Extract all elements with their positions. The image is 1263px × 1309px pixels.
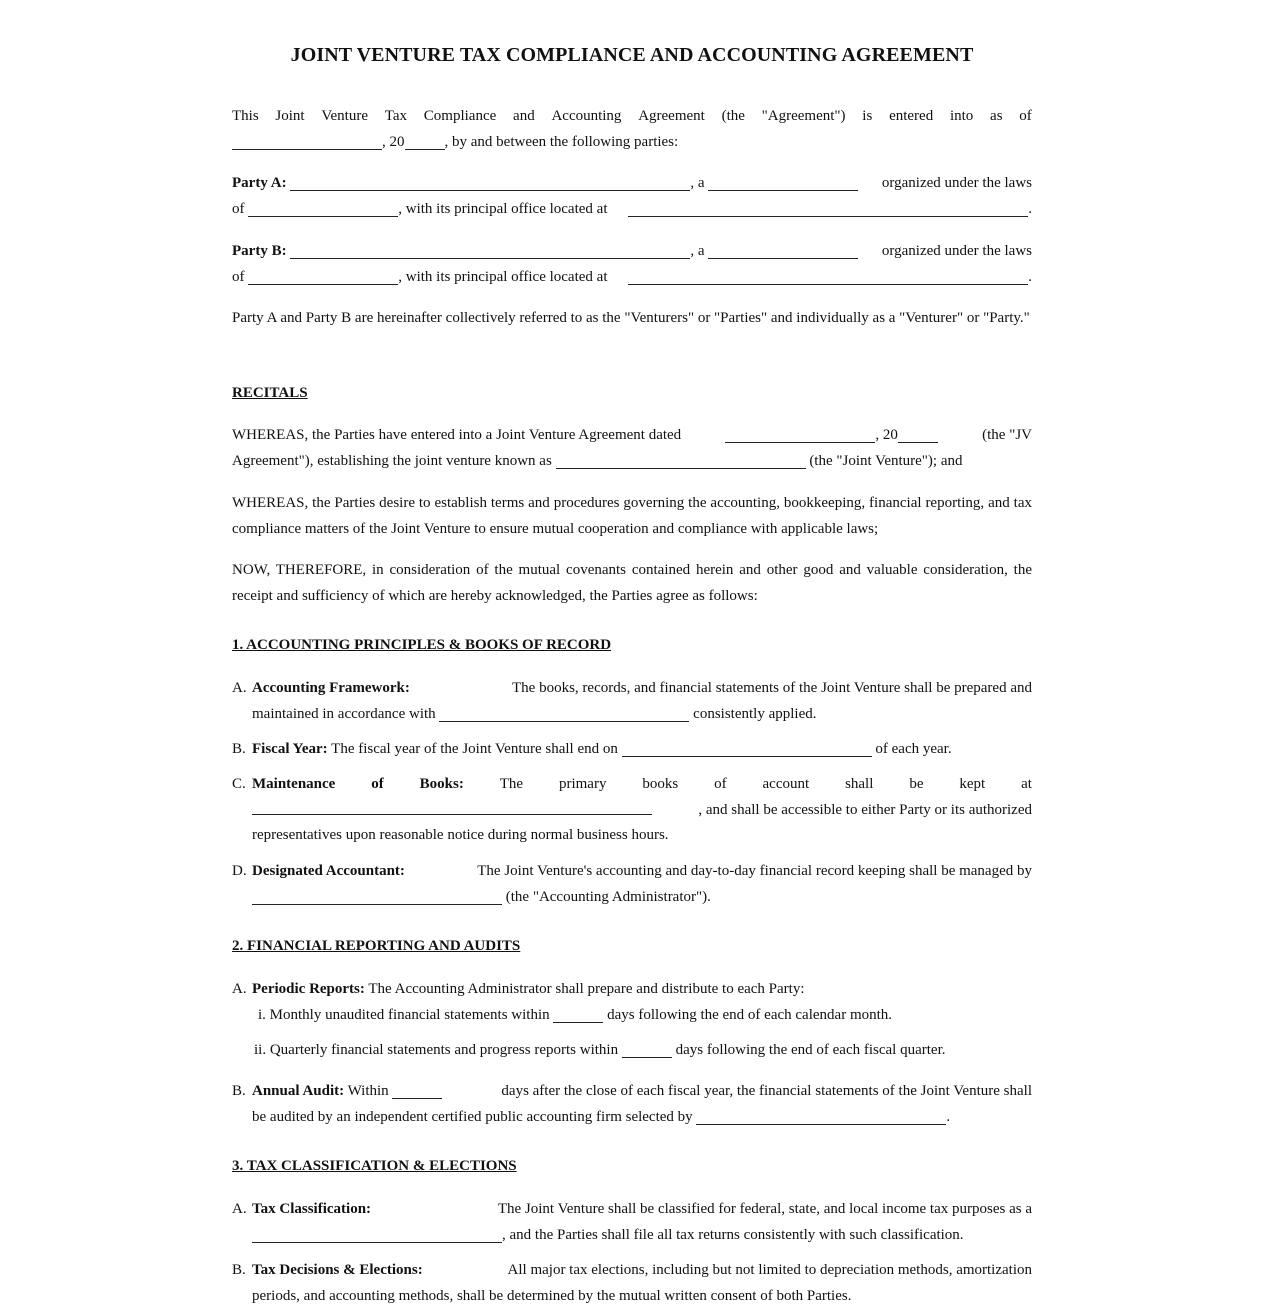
word: Compliance [423,108,497,124]
word: primary [558,776,607,792]
party-b-address-blank[interactable] [628,268,1028,285]
section-2-item-a: A. Periodic Reports: The Accounting Administrator shall prepare and distribute to each Party: [232,981,805,997]
section-1-item-d: D. Designated Accountant: The Joint Venture's accounting and day-to-day financial record keeping shall be managed by (the "Accounting Administrator"). [232,863,1032,905]
word: at [1021,776,1032,792]
word: Joint [275,108,305,124]
jv-date-blank[interactable] [725,426,875,443]
party-b-block: Party B: , a organized under the laws of , with its principal office located at . [232,243,1032,285]
party-b-name-blank[interactable] [290,242,690,259]
whereas-2: WHEREAS, the Parties desire to establish terms and procedures governing the accounting, bookkeeping, financial reporting, and tax compliance matters of the Joint Venture to ensure mutual cooperation and compliance with applicable laws; [232,495,1032,537]
word: Books: [419,776,464,792]
party-b-jurisdiction-blank[interactable] [248,268,398,285]
fiscal-year-end-blank[interactable] [622,740,872,757]
word: (the [721,108,745,124]
party-a-jurisdiction-blank[interactable] [248,200,398,217]
word: shall [845,776,874,792]
word: Maintenance [252,776,336,792]
intro-paragraph: This Joint Venture Tax Compliance and Accounting Agreement (the "Agreement") is entered into as of , 20 , by and between the following parties: [232,104,1032,155]
party-a-block: Party A: , a organized under the laws of , with its principal office located at . [232,175,1032,217]
word: The [499,776,524,792]
party-b-label: Party B: [232,243,287,259]
party-b-entity-blank[interactable] [708,242,858,259]
section-2-item-a-ii: ii. Quarterly financial statements and progress reports within days following the end of each fiscal quarter. [254,1042,946,1058]
date-blank[interactable] [232,133,382,150]
section-2-item-a-i: i. Monthly unaudited financial statements within days following the end of each calendar month. [258,1007,893,1023]
section-3-item-a: A. Tax Classification: The Joint Venture shall be classified for federal, state, and local income tax purposes as a , and the Parties shall file all tax returns consistently with such classification. [232,1201,1032,1243]
year-blank[interactable] [405,133,445,150]
word: books [642,776,679,792]
monthly-days-blank[interactable] [553,1006,603,1023]
word: of [1019,108,1032,124]
word: This [232,108,259,124]
word: and [513,108,535,124]
word: Agreement [638,108,705,124]
word: account [762,776,810,792]
word: is [862,108,873,124]
whereas-1: WHEREAS, the Parties have entered into a Joint Venture Agreement dated , 20 (the "JV Agreement"), establishing the joint venture known as (the "Joint Venture"); and [232,427,1032,469]
word: as [990,108,1003,124]
word: of [371,776,384,792]
word: kept [959,776,986,792]
party-a-label: Party A: [232,175,287,191]
party-a-name-blank[interactable] [290,174,690,191]
section-3-heading: 3. TAX CLASSIFICATION & ELECTIONS [232,1158,517,1174]
jv-year-blank[interactable] [898,426,938,443]
word: Venture [321,108,369,124]
word: into [949,108,974,124]
document-title: JOINT VENTURE TAX COMPLIANCE AND ACCOUNTING AGREEMENT [290,44,974,66]
now-therefore: NOW, THEREFORE, in consideration of the mutual covenants contained herein and other good and valuable consideration, the receipt and sufficiency of which are hereby acknowledged, the Parties agree as follows: [232,562,1032,604]
word: entered [889,108,934,124]
section-1-item-c: C. Maintenance of Books: The primary books of account shall be kept at , and shall be accessible to either Party or its authorized representatives upon reasonable notice during normal business hours. [232,772,1032,849]
section-1-heading: 1. ACCOUNTING PRINCIPLES & BOOKS OF RECORD [232,637,612,653]
party-a-entity-blank[interactable] [708,174,858,191]
section-1-item-b: B. Fiscal Year: The fiscal year of the Joint Venture shall end on of each year. [232,741,952,757]
word: Tax [384,108,408,124]
section-1-item-a: A. Accounting Framework: The books, records, and financial statements of the Joint Venture shall be prepared and maintained in accordance with consistently applied. [232,680,1032,722]
word: of [714,776,727,792]
recitals-heading: RECITALS [232,385,308,401]
intro-line-1 [232,104,1032,130]
tax-classification-blank[interactable] [252,1226,502,1243]
word: be [909,776,924,792]
section-3-item-b: B. Tax Decisions & Elections: All major tax elections, including but not limited to depreciation methods, amortization periods, and accounting methods, shall be determined by the mutual written consent of both Parties. [232,1262,1032,1304]
audit-selector-blank[interactable] [696,1108,946,1125]
maintenance-line-1 [252,772,1032,798]
collective-definition: Party A and Party B are hereinafter collectively referred to as the "Venturers" or "Parties" and individually as a "Venturer" or "Party." [232,310,1030,326]
party-a-address-blank[interactable] [628,200,1028,217]
audit-days-blank[interactable] [392,1082,442,1099]
word: "Agreement") [761,108,846,124]
word: Accounting [551,108,622,124]
quarterly-days-blank[interactable] [622,1041,672,1058]
accountant-name-blank[interactable] [252,888,502,905]
accounting-standard-blank[interactable] [439,705,689,722]
section-2-heading: 2. FINANCIAL REPORTING AND AUDITS [232,938,521,954]
section-2-item-b: B. Annual Audit: Within days after the close of each fiscal year, the financial statements of the Joint Venture shall be audited by an independent certified public accounting firm selected by . [232,1083,1032,1125]
books-location-blank[interactable] [252,798,652,815]
jv-name-blank[interactable] [556,452,806,469]
